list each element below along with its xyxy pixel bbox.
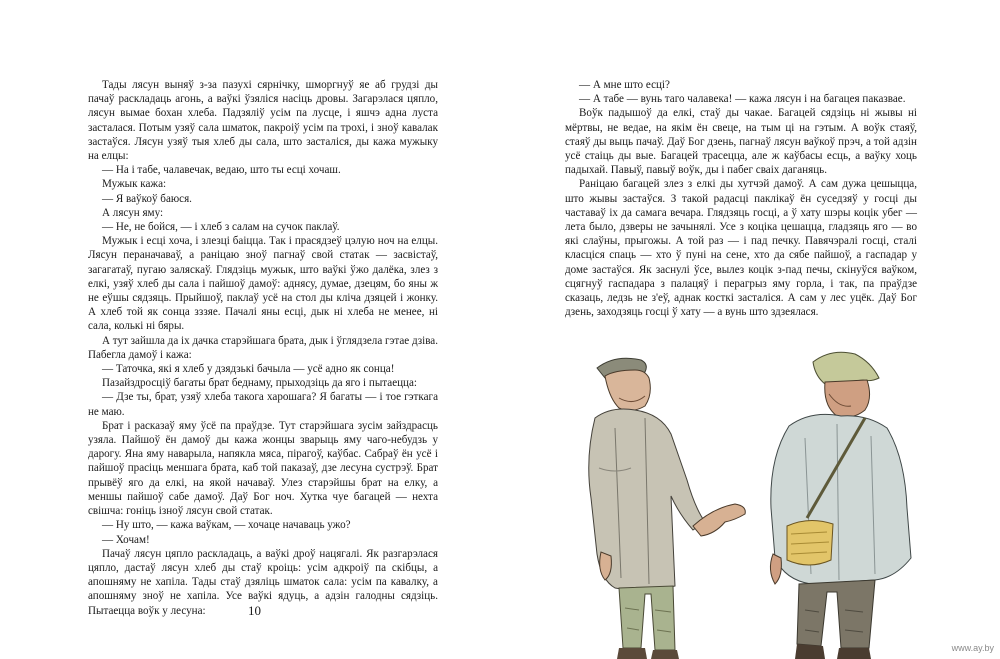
watermark: www.ay.by [951,643,994,653]
paragraph: — Хочам! [102,533,150,546]
paragraph: Мужык і есці хоча, і злезці баіцца. Так і прасядзеў цэлую ноч на елцы. Лясун пераначаваў, а раніцаю зноў пагнаў свой статак — засвістаў, загагатаў, пугаю заляскаў. Глядзіць мужык, што ваўкі ўжо далёка, злез з елкі, узяў хлеб ды сала і пайшоў дамоў: аднясу, думае, дзецям, бо яны ж не еўшы сядзяць. Прыйшоў, паклаў усё на стол ды кліча дзяцей і жонку. А хлеб той як сонца зззяе. Пачалі яны есці, дык ні хлеба не менее, ні сала, колькі ні бяры. [88,235,438,333]
paragraph: Раніцаю багацей злез з елкі ды хутчэй дамоў. А сам дужа цешыцца, што жывы застаўся. З такой радасці паклікаў ён суседзяў у госці ды частаваў іх да самага вечара. Глядзяць госці, а ў хату шэры коцік убег — лета было, дзверы не зачынялі. Усе з коціка цешацца, гладзяць яго — во які слаўны, прыгожы. А той раз — і пад печку. Павячэралі госці, сталі класціся спаць — хто ў пуні на сене, хто да сябе пайшоў, а гаспадар у доме застаўся. Як заснулі ўсе, вылез коцік з-пад печы, скінуўся ваўком, сцягнуў гаспадара з палацяў і перагрыз яму горла, і так, па праўдзе сказаць, ледзь не з'еў, аднак косткі засталіся. А сам у лес уцёк. Даў Бог дзень, заходзяць госці ў хату — а вунь што здзеялася. [565,178,917,319]
left-man-figure [589,358,746,659]
right-text-column [565,78,917,319]
paragraph: — Ну што, — кажа ваўкам, — хочаце начаваць ужо? [102,519,351,532]
paragraph: Брат і расказаў яму ўсё па праўдзе. Тут старэйшага зусім зайздрасць узяла. Пайшоў ён дамоў ды кажа жонцы зварыць яму чаго-небудзь у дарогу. Яна яму наварыла, напякла мяса, пірагоў, каўбас. Сабраў ён усё і пайшоў прасіць меншага брата, каб той паказаў, дзе лесуна сустрэў. Брат прывёў яго да елкі, на якой начаваў. Улез старэйшы брат на елку, а меншы пайшоў сабе дамоў. Даў Бог ноч. Хутка чуе багацей — нехта свішча: гоніць ізноў лясун свой статак. [88,419,438,518]
paragraph: — Не, не бойся, — і хлеб з салам на сучок паклаў. [102,221,340,234]
paragraph: А лясун яму: [102,206,164,219]
paragraph: — На і табе, чалавечак, ведаю, што ты есці хочаш. [102,164,341,177]
right-man-figure [770,352,911,659]
paragraph: — А табе — вунь таго чалавека! — кажа лясун і на багацея паказвае. [579,93,906,106]
page-number: 10 [248,603,261,618]
paragraph: Тады лясун выняў з-за пазухі сярнічку, шморгнуў яе аб грудзі ды пачаў раскладаць агонь, а ваўкі ўзяліся насіць дровы. Загарэлася цяпло, лясун вымае бохан хлеба. Падзяліў усім па лусце, і яшчэ адна луста засталася. Потым узяў сала шматок, пакроіў усім па трохі, і зноў кавалак застаўся. Лясун узяў тыя хлеб ды сала, што засталіся, ды кажа мужыку на елцы: [88,79,438,163]
left-text-column [88,78,438,618]
paragraph: — Таточка, які я хлеб у дзядзькі бачыла — усё адно як сонца! [102,363,395,376]
paragraph: Пачаў лясун цяпло раскладаць, а ваўкі дроў нацягалі. Як разгарэлася цяпло, дастаў лясун хлеб ды стаў кроіць: усім адкроіў па скібцы, а апошняму не хапіла. Тады стаў дзяліць шматок сала: усім па кавалку, а апошняму зноў не хапіла. Усе ваўкі ядуць, а адзін галодны сядзіць. Пытаецца воўк у лесуна: [88,547,438,617]
paragraph: А тут зайшла да іх дачка старэйшага брата, дык і ўглядзела гэтае дзіва. Пабегла дамоў і кажа: [88,334,438,361]
paragraph: Мужык кажа: [102,178,167,191]
paragraph: Пазайздросціў багаты брат беднаму, прыходзіць да яго і пытаецца: [102,377,418,390]
paragraph: — Я ваўкоў баюся. [102,192,192,205]
paragraph: Воўк падышоў да елкі, стаў ды чакае. Багацей сядзіць ні жывы ні мёртвы, не ведае, на якім ён свеце, на тым ці на гэтым. А воўк стаяў, стаяў ды выць пачаў. Даў Бог дзень, пагнаў лясун ваўкоў прэч, а той адзін усё стаіць ды вые. Багацей трасецца, але ж каўбасы есць, а ваўку хоць падыхай. Павыў, павыў воўк, ды і пабег сваіх даганяць. [565,107,917,177]
two-men-illustration [575,348,920,659]
paragraph: — А мне што есці? [579,79,670,91]
paragraph: — Дзе ты, брат, узяў хлеба такога харошага? Я багаты — і тое гэткага не маю. [88,391,438,418]
